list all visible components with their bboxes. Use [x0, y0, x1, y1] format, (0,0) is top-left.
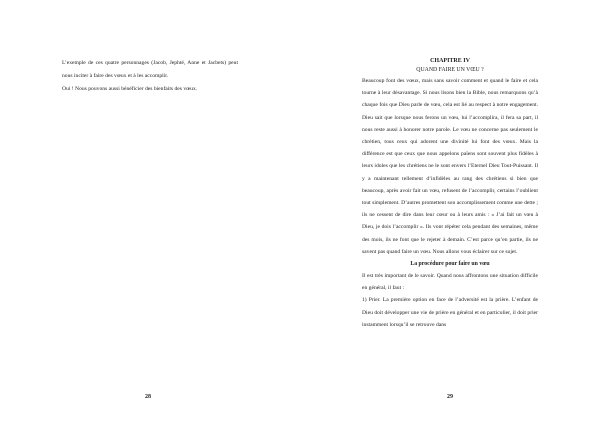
right-page-text: [362, 57, 538, 331]
page-number-left-label: 28: [145, 394, 151, 400]
section-heading: La procédure pour faire un vœu: [410, 261, 490, 268]
chapter-title: CHAPITRE IV: [430, 58, 470, 64]
right-page: [300, 0, 600, 424]
left-paragraph-1: L’exemple de ces quatre personnages (Jacob, Jephté, Anne et Jacbets) peut nous inciter à faire des vœux et à les accomplir.: [62, 60, 238, 79]
page-number-left: [0, 394, 300, 400]
page-number-right: [300, 394, 600, 400]
section-paragraph-2: 1) Prier. La première option en face de l’adversité est la prière. L’enfant de Dieu doit développer une vie de prière en général et en particulier, il doit prier instamment lorsqu’il se retrouve dans: [362, 297, 538, 328]
section-paragraph-1: Il est très important de le savoir. Quand nous affrontons une situation difficile en général, il faut :: [362, 273, 538, 292]
left-page-text: [62, 57, 238, 96]
chapter-subtitle: QUAND FAIRE UN VŒU ?: [416, 67, 484, 73]
right-paragraph-1: Beaucoup font des vœux, mais sans savoir comment et quand le faire et cela tourne à leur désavantage. Si nous lisons bien la Bible, nous remarquons qu’à chaque fois que Dieu parle de vœu, cela est lié au respect à notre engagement. Dieu sait que lorsque nous ferons un vœu, lui l’accomplira, il fera sa part, il nous reste aussi à honorer notre parole. Le vœu ne concerne pas seulement le chrétien, tous ceux qui adorent une divinité lui font des vœux. Mais la différence est que ceux que nous appelons païens sont souvent plus fidèles à leurs idoles que les chrétiens ne le sont envers l’Eternel Dieu Tout-Puissant. Il y a maintenant tellement d’infidèles au rang des chrétiens si bien que beaucoup, après avoir fait un vœu, refusent de l’accomplir, certains l’oublient tout simplement. D’autres promettent son accomplissement comme une dette ; ils ne cessent de dire dans leur cœur ou à leurs amis : « J’ai fait un vœu à Dieu, je dois l’accomplir ». Ils vont répéter cela pendant des semaines, même des mois, ils ne font que le rejeter à demain. C’est parce qu’en partie, ils ne savent pas quand faire un vœu. Nous allons vous éclairer sur ce sujet.: [362, 78, 538, 255]
left-paragraph-2: Oui ! Nous pouvons aussi bénéficier des bienfaits des vœux.: [62, 86, 198, 92]
page-number-right-label: 29: [447, 394, 453, 400]
